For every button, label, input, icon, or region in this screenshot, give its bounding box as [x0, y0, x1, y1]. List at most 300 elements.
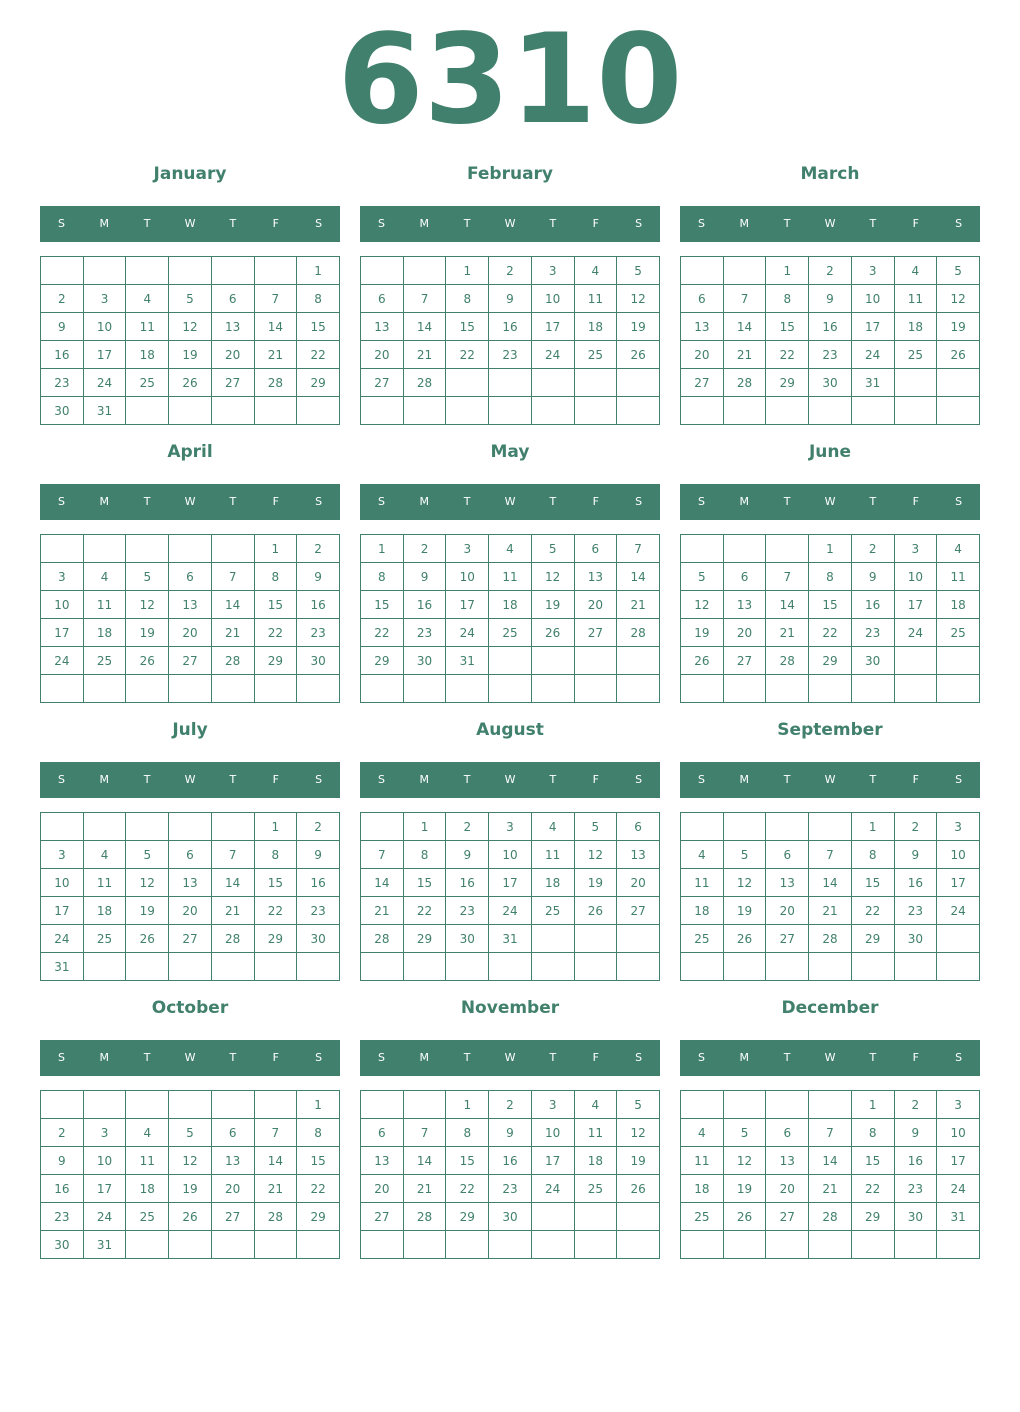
day-cell: 29	[254, 647, 297, 675]
day-cell	[169, 953, 212, 981]
day-cell: 9	[809, 285, 852, 313]
week-row	[41, 1175, 340, 1203]
day-cell: 9	[297, 563, 340, 591]
week-row	[41, 1119, 340, 1147]
day-cell: 5	[617, 257, 660, 285]
day-cell: 22	[361, 619, 404, 647]
week-row	[681, 285, 980, 313]
day-cell: 19	[126, 897, 169, 925]
day-cell: 17	[531, 1147, 574, 1175]
weekday-label: T	[869, 217, 877, 230]
day-cell: 26	[169, 369, 212, 397]
day-cell: 6	[169, 841, 212, 869]
day-cell	[41, 535, 84, 563]
day-cell	[446, 953, 489, 981]
day-cell: 12	[531, 563, 574, 591]
day-cell	[297, 397, 340, 425]
weekday-label: S	[955, 495, 963, 508]
day-cell: 13	[169, 591, 212, 619]
day-cell: 15	[361, 591, 404, 619]
year-title: 6310	[337, 8, 683, 152]
weekday-label: T	[783, 495, 791, 508]
day-cell: 20	[211, 1175, 254, 1203]
week-row	[681, 563, 980, 591]
week-row	[681, 369, 980, 397]
week-row	[681, 813, 980, 841]
day-cell	[894, 647, 937, 675]
day-cell: 6	[211, 285, 254, 313]
day-cell	[211, 675, 254, 703]
day-cell: 8	[446, 1119, 489, 1147]
week-row	[41, 369, 340, 397]
day-cell	[617, 675, 660, 703]
day-cell	[169, 257, 212, 285]
weekday-label: F	[592, 495, 599, 508]
day-cell: 19	[617, 313, 660, 341]
day-grid	[360, 256, 660, 425]
day-cell	[126, 397, 169, 425]
day-cell	[723, 257, 766, 285]
day-cell: 13	[211, 313, 254, 341]
day-cell: 8	[809, 563, 852, 591]
day-cell: 1	[254, 813, 297, 841]
week-row	[681, 675, 980, 703]
day-cell	[211, 813, 254, 841]
day-cell: 17	[489, 869, 532, 897]
week-row	[361, 313, 660, 341]
day-cell: 28	[403, 369, 446, 397]
day-cell: 3	[937, 813, 980, 841]
day-cell: 11	[894, 285, 937, 313]
weekday-label: T	[463, 773, 471, 786]
day-cell	[574, 1231, 617, 1259]
day-cell	[361, 397, 404, 425]
day-cell: 8	[297, 1119, 340, 1147]
day-cell: 31	[489, 925, 532, 953]
day-cell	[681, 397, 724, 425]
day-cell: 7	[766, 563, 809, 591]
day-cell	[211, 953, 254, 981]
day-cell: 27	[766, 1203, 809, 1231]
day-cell	[617, 647, 660, 675]
day-cell	[681, 1091, 724, 1119]
day-cell: 14	[211, 869, 254, 897]
weekday-label: S	[377, 495, 385, 508]
day-cell: 8	[851, 1119, 894, 1147]
day-cell: 4	[126, 1119, 169, 1147]
day-cell: 9	[41, 313, 84, 341]
week-row	[681, 1091, 980, 1119]
day-cell: 20	[361, 1175, 404, 1203]
weekday-label: F	[272, 773, 279, 786]
weekday-label: T	[783, 773, 791, 786]
day-cell: 26	[126, 925, 169, 953]
day-cell	[489, 675, 532, 703]
day-cell: 1	[254, 535, 297, 563]
day-cell: 7	[723, 285, 766, 313]
day-cell	[894, 1231, 937, 1259]
day-cell: 27	[681, 369, 724, 397]
day-cell	[809, 813, 852, 841]
day-cell	[937, 397, 980, 425]
day-cell: 22	[403, 897, 446, 925]
weekday-label: W	[824, 495, 836, 508]
day-cell: 5	[531, 535, 574, 563]
weekday-label: T	[549, 773, 557, 786]
day-cell: 16	[446, 869, 489, 897]
day-cell	[361, 1091, 404, 1119]
day-cell: 19	[723, 897, 766, 925]
day-cell: 4	[126, 285, 169, 313]
day-cell	[809, 397, 852, 425]
weekday-label: S	[955, 1051, 963, 1064]
weekday-label: W	[504, 495, 516, 508]
day-cell: 22	[766, 341, 809, 369]
weekday-label: S	[315, 773, 323, 786]
day-cell	[617, 953, 660, 981]
day-cell: 14	[809, 1147, 852, 1175]
week-row	[41, 1231, 340, 1259]
day-cell	[83, 675, 126, 703]
day-cell: 14	[403, 313, 446, 341]
day-cell	[937, 647, 980, 675]
day-cell	[617, 1203, 660, 1231]
day-cell: 17	[851, 313, 894, 341]
weekday-label: T	[143, 773, 151, 786]
week-row	[41, 841, 340, 869]
day-cell: 21	[403, 1175, 446, 1203]
weekday-label: M	[99, 495, 110, 508]
day-cell	[809, 1091, 852, 1119]
day-cell: 16	[809, 313, 852, 341]
day-cell	[169, 1091, 212, 1119]
day-cell: 22	[851, 1175, 894, 1203]
day-cell: 19	[169, 341, 212, 369]
day-cell: 23	[489, 1175, 532, 1203]
weekday-header	[40, 206, 340, 242]
day-cell: 2	[894, 1091, 937, 1119]
weekday-label: M	[99, 217, 110, 230]
day-cell	[489, 1231, 532, 1259]
day-cell: 20	[169, 619, 212, 647]
day-cell: 24	[41, 647, 84, 675]
day-cell: 10	[41, 869, 84, 897]
day-cell: 11	[126, 1147, 169, 1175]
day-cell: 2	[297, 813, 340, 841]
day-cell: 11	[83, 591, 126, 619]
day-cell: 19	[574, 869, 617, 897]
weekday-label: S	[697, 217, 705, 230]
weekday-label: M	[99, 773, 110, 786]
day-cell	[211, 257, 254, 285]
day-grid	[680, 534, 980, 703]
day-cell: 25	[83, 647, 126, 675]
week-row	[361, 285, 660, 313]
day-cell: 9	[851, 563, 894, 591]
day-cell: 2	[297, 535, 340, 563]
day-cell	[83, 257, 126, 285]
day-cell: 7	[617, 535, 660, 563]
day-cell: 11	[681, 869, 724, 897]
weekday-label: F	[272, 495, 279, 508]
day-cell: 8	[254, 563, 297, 591]
day-cell	[574, 369, 617, 397]
day-cell: 23	[297, 619, 340, 647]
weekday-label: M	[739, 217, 750, 230]
day-cell	[169, 1231, 212, 1259]
weekday-label: T	[549, 217, 557, 230]
weekday-label: W	[504, 1051, 516, 1064]
day-grid	[680, 812, 980, 981]
day-cell: 4	[681, 1119, 724, 1147]
day-cell	[723, 535, 766, 563]
day-cell: 21	[723, 341, 766, 369]
day-cell: 30	[41, 397, 84, 425]
day-cell: 11	[126, 313, 169, 341]
day-cell	[126, 535, 169, 563]
day-cell	[41, 675, 84, 703]
day-cell: 13	[574, 563, 617, 591]
week-row	[41, 647, 340, 675]
day-cell: 10	[937, 1119, 980, 1147]
day-cell: 9	[41, 1147, 84, 1175]
day-cell: 26	[937, 341, 980, 369]
day-cell: 10	[41, 591, 84, 619]
day-cell	[617, 369, 660, 397]
day-cell: 12	[617, 285, 660, 313]
day-cell: 30	[403, 647, 446, 675]
day-cell	[574, 953, 617, 981]
day-cell: 20	[361, 341, 404, 369]
day-cell: 17	[41, 897, 84, 925]
day-cell: 25	[681, 925, 724, 953]
day-cell	[211, 535, 254, 563]
day-cell: 12	[937, 285, 980, 313]
day-cell: 21	[809, 1175, 852, 1203]
day-cell: 20	[723, 619, 766, 647]
week-row	[681, 869, 980, 897]
day-cell	[446, 1231, 489, 1259]
day-cell: 28	[723, 369, 766, 397]
day-cell	[489, 953, 532, 981]
day-cell: 10	[851, 285, 894, 313]
day-cell: 7	[211, 563, 254, 591]
week-row	[41, 285, 340, 313]
week-row	[361, 257, 660, 285]
week-row	[681, 591, 980, 619]
day-cell: 18	[574, 313, 617, 341]
day-cell: 4	[489, 535, 532, 563]
weekday-header	[40, 484, 340, 520]
day-cell	[766, 1091, 809, 1119]
day-cell	[723, 397, 766, 425]
weekday-label: T	[229, 217, 237, 230]
weekday-label: F	[592, 217, 599, 230]
week-row	[361, 925, 660, 953]
day-cell	[766, 1231, 809, 1259]
weekday-header	[680, 206, 980, 242]
day-cell	[574, 1203, 617, 1231]
day-cell: 28	[766, 647, 809, 675]
week-row	[681, 647, 980, 675]
day-cell	[531, 369, 574, 397]
day-cell: 2	[894, 813, 937, 841]
day-cell: 23	[894, 1175, 937, 1203]
day-cell: 28	[211, 925, 254, 953]
weekday-label: W	[824, 773, 836, 786]
day-cell: 5	[574, 813, 617, 841]
weekday-label: T	[549, 495, 557, 508]
week-row	[41, 675, 340, 703]
weekday-label: S	[635, 1051, 643, 1064]
day-cell: 16	[297, 591, 340, 619]
day-cell	[531, 647, 574, 675]
day-cell: 16	[41, 1175, 84, 1203]
week-row	[681, 397, 980, 425]
day-cell: 28	[403, 1203, 446, 1231]
day-cell: 8	[403, 841, 446, 869]
day-cell: 25	[681, 1203, 724, 1231]
day-cell: 14	[254, 1147, 297, 1175]
day-cell: 29	[254, 925, 297, 953]
day-cell: 15	[766, 313, 809, 341]
day-cell: 20	[766, 1175, 809, 1203]
day-cell: 26	[723, 1203, 766, 1231]
month-name: October	[151, 998, 229, 1018]
day-cell	[809, 1231, 852, 1259]
day-cell: 4	[894, 257, 937, 285]
day-cell: 15	[403, 869, 446, 897]
day-cell: 31	[446, 647, 489, 675]
day-cell: 13	[361, 1147, 404, 1175]
day-cell: 20	[681, 341, 724, 369]
weekday-label: M	[419, 1051, 430, 1064]
day-cell: 28	[361, 925, 404, 953]
day-cell: 26	[617, 1175, 660, 1203]
weekday-label: S	[635, 495, 643, 508]
weekday-header	[360, 206, 660, 242]
day-cell: 15	[297, 313, 340, 341]
day-cell	[41, 813, 84, 841]
weekday-header	[360, 484, 660, 520]
day-cell: 10	[83, 313, 126, 341]
day-cell: 12	[169, 313, 212, 341]
weekday-label: T	[229, 1051, 237, 1064]
day-cell: 13	[361, 313, 404, 341]
week-row	[361, 897, 660, 925]
day-cell: 19	[531, 591, 574, 619]
day-cell: 24	[937, 897, 980, 925]
day-cell: 27	[617, 897, 660, 925]
week-row	[41, 1147, 340, 1175]
day-cell: 1	[297, 257, 340, 285]
weekday-label: M	[419, 217, 430, 230]
day-cell: 8	[297, 285, 340, 313]
day-cell: 15	[851, 869, 894, 897]
day-cell: 23	[41, 369, 84, 397]
day-cell: 11	[681, 1147, 724, 1175]
day-cell	[937, 925, 980, 953]
day-cell	[126, 1091, 169, 1119]
day-cell: 3	[531, 1091, 574, 1119]
day-cell: 13	[169, 869, 212, 897]
day-cell: 6	[574, 535, 617, 563]
weekday-label: W	[824, 217, 836, 230]
week-row	[681, 1119, 980, 1147]
day-grid	[360, 534, 660, 703]
day-cell: 7	[403, 285, 446, 313]
day-cell	[403, 257, 446, 285]
week-row	[41, 591, 340, 619]
day-cell: 17	[937, 869, 980, 897]
day-cell: 10	[531, 1119, 574, 1147]
day-cell: 26	[169, 1203, 212, 1231]
week-row	[361, 841, 660, 869]
day-cell: 20	[211, 341, 254, 369]
weekday-header	[680, 762, 980, 798]
day-cell: 9	[489, 285, 532, 313]
week-row	[361, 591, 660, 619]
day-cell: 23	[446, 897, 489, 925]
day-cell	[489, 397, 532, 425]
week-row	[41, 953, 340, 981]
day-cell: 3	[489, 813, 532, 841]
day-cell	[169, 397, 212, 425]
day-grid	[40, 534, 340, 703]
day-cell: 31	[83, 1231, 126, 1259]
day-cell: 5	[681, 563, 724, 591]
day-cell: 18	[126, 341, 169, 369]
week-row	[681, 619, 980, 647]
weekday-label: M	[739, 1051, 750, 1064]
day-cell: 30	[809, 369, 852, 397]
day-cell	[531, 1203, 574, 1231]
weekday-label: S	[697, 495, 705, 508]
day-cell: 6	[766, 1119, 809, 1147]
day-cell: 26	[126, 647, 169, 675]
day-cell: 2	[809, 257, 852, 285]
weekday-header	[360, 762, 660, 798]
weekday-label: T	[463, 217, 471, 230]
week-row	[41, 897, 340, 925]
week-row	[361, 1147, 660, 1175]
day-grid	[40, 812, 340, 981]
week-row	[361, 647, 660, 675]
weekday-label: W	[184, 773, 196, 786]
week-row	[41, 313, 340, 341]
day-cell: 17	[937, 1147, 980, 1175]
weekday-label: T	[783, 217, 791, 230]
day-cell: 9	[489, 1119, 532, 1147]
day-cell: 18	[83, 619, 126, 647]
week-row	[41, 619, 340, 647]
day-grid	[40, 256, 340, 425]
day-cell: 10	[489, 841, 532, 869]
day-cell: 22	[254, 619, 297, 647]
day-cell: 3	[446, 535, 489, 563]
week-row	[681, 953, 980, 981]
day-cell: 2	[446, 813, 489, 841]
day-cell: 1	[851, 813, 894, 841]
day-cell: 8	[254, 841, 297, 869]
weekday-label: S	[955, 773, 963, 786]
day-cell	[723, 1231, 766, 1259]
day-cell: 11	[937, 563, 980, 591]
day-cell: 21	[211, 897, 254, 925]
day-cell	[681, 953, 724, 981]
day-cell: 19	[617, 1147, 660, 1175]
day-cell: 18	[83, 897, 126, 925]
